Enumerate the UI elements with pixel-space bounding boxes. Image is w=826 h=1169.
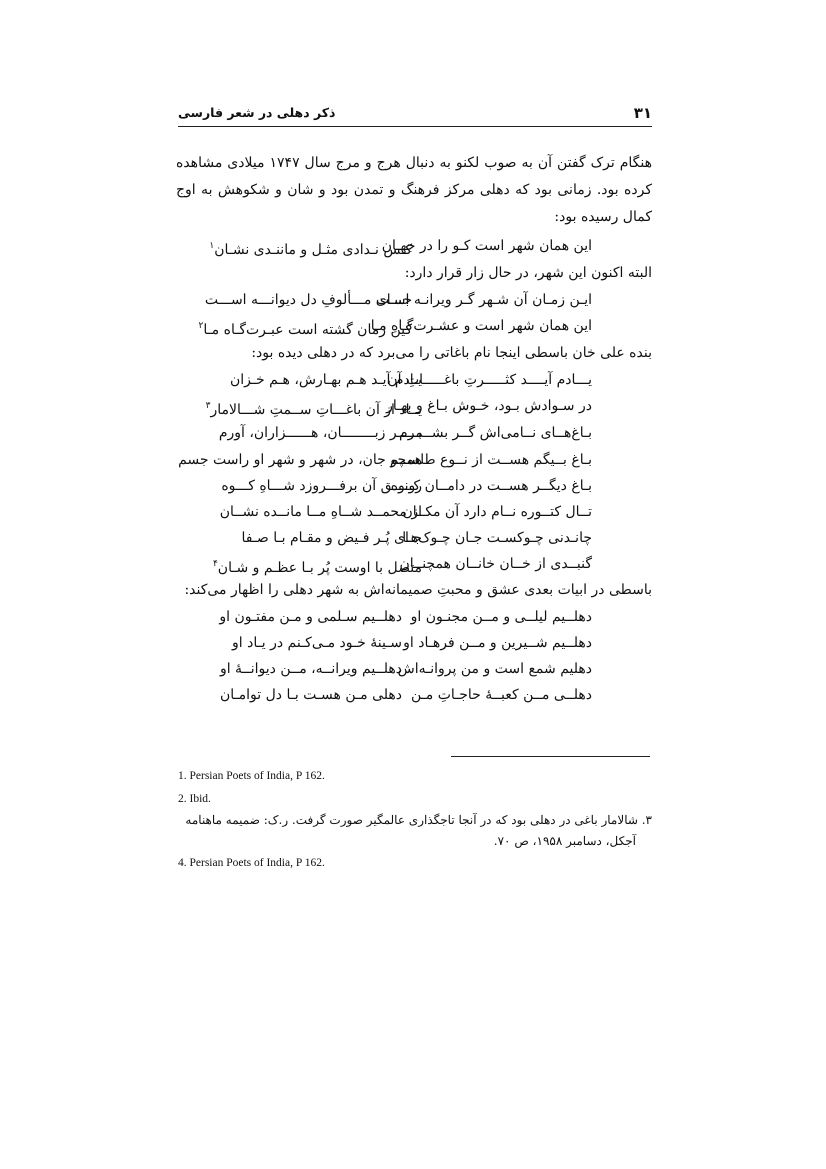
hemistich-left: یــاد از آن باغـــاتِ ســمتِ شـــالامار$^۳$ (205, 401, 422, 418)
verse-couplet (176, 551, 652, 577)
footnote-marker: ۳ (205, 401, 211, 411)
hemistich-left: همچو جان، در شهر و شهر او راست جسم (178, 452, 422, 468)
hemistich-right: دهلــیم لیلــی و مــن مجنـون او (410, 609, 592, 625)
verse-couplet (176, 656, 652, 682)
hemistich-left: دهلی مـن هسـت بـا دل توامـان (220, 687, 402, 703)
paragraph-2: البته اکنون این شهر، در حال زار قرار دارد: (404, 265, 652, 281)
hemistich-right: بـاغ بــیگم هســت از نــوع طلســم (389, 452, 592, 468)
footnote-1: 1. Persian Poets of India, P 162. (178, 770, 325, 782)
hemistich-left: از محمــد شــاهِ مــا مانــده نشــان (219, 504, 422, 520)
footnote-3-line-2: آجکل، دسامبر ۱۹۵۸، ص ۷۰. (493, 834, 636, 848)
footnote-marker: ۴ (212, 559, 218, 569)
hemistich-left: بـــــر زبــــــــان، هــــــزاران، آورم (218, 425, 422, 441)
verse-couplet (176, 420, 652, 446)
verse-couplet (176, 604, 652, 630)
verse-couplet (176, 233, 652, 259)
hemistich-left: رونـــق آن برفـــروزد شـــاهِ کـــوه (221, 478, 422, 494)
verse-couplet (176, 525, 652, 551)
running-title: ذکر دهلی در شعر فارسی (178, 105, 336, 120)
hemistich-right: گنبــدی از خــان خانــان همچنــان (399, 556, 592, 572)
hemistich-right: چانـدنی چـوکسـت جـان چـوک‌هـا (402, 530, 592, 546)
hemistich-left: دهلــیم سـلمی و مـن مفتـون او (219, 609, 402, 625)
hemistich-right: دهلــی مــن کعبــۀ حاجـاتِ مـن (410, 687, 592, 703)
verse-couplet (176, 393, 652, 419)
footnote-3-line-1: ۳. شالامار باغی در دهلی بود که در آنجا تاجگذاری عالمگیر صورت گرفت. ر.ک: ضمیمه ماهنامه (185, 813, 652, 827)
footnote-marker: ۱ (209, 241, 215, 251)
hemistich-left: دهلــیم ویرانــه، مــن دیوانــۀ او (219, 661, 402, 677)
hemistich-right: در سـوادش بـود، خـوش بـاغ و بهـار (386, 398, 592, 414)
hemistich-left: متصل با اوست پُر بـا عظـم و شـان$^۴$ (212, 559, 422, 576)
hemistich-right: این همان شهر است و عشـرت‌گـاهِ مـا (370, 318, 592, 334)
header-rule (178, 126, 652, 127)
running-header (178, 100, 652, 124)
paragraph-3: بنده علی خان باسطی اینجا نام باغاتی را می‌برد که در دهلی دیده بود: (251, 345, 652, 361)
intro-line-2: کرده بود. زمانی بود که دهلی مرکز فرهنگ و تمدن بود و شان و شکوهش به اوج (176, 182, 652, 198)
hemistich-right: دهلیم شمع است و من پروانـه‌اش (397, 661, 592, 677)
verse-couplet (176, 313, 652, 339)
verse-couplet (176, 682, 652, 708)
verse-couplet (176, 499, 652, 525)
hemistich-right: تــال کتــوره نــام دارد آن مکــان (402, 504, 592, 520)
footnote-2: 2. Ibid. (178, 793, 211, 805)
hemistich-right: بـاغ دیگــر هســت در دامــان کــوه (390, 478, 592, 494)
hemistich-left: سـینۀ خـود مـی‌کـنم در یـاد او (232, 635, 402, 651)
footnote-rule (451, 756, 650, 757)
footnote-marker: ۲ (198, 321, 204, 331)
paragraph-4: باسطی در ابیات بعدی عشق و محبتِ صمیمانه‌اش به شهر دهلی را اظهار می‌کند: (184, 582, 652, 598)
hemistich-right: بـاغ‌هــای نــامی‌اش گــر بشــمرم (399, 425, 592, 441)
hemistich-left: جـــای مـــألوفِ دل دیوانـــه اســـت (204, 292, 412, 308)
verse-couplet (176, 630, 652, 656)
hemistich-left: یـادم آیـد هـم بهـارش، هـم خـزان (230, 372, 422, 388)
verse-couplet (176, 287, 652, 313)
hemistich-right: این همان شهر است کـو را در جهـان (381, 238, 592, 254)
verse-couplet (176, 447, 652, 473)
hemistich-left: جـای پُـر فـیض و مقـام بـا صـفا (241, 530, 422, 546)
hemistich-right: دهلــیم شــیرین و مــن فرهـاد او (403, 635, 592, 651)
hemistich-right: ایـن زمـان آن شـهر گـر ویرانـه اسـت (375, 292, 592, 308)
intro-line-1: هنگام ترک گفتن آن به صوب لکنو به دنبال هرج و مرج سال ۱۷۴۷ میلادی مشاهده (176, 155, 652, 171)
page-number: ۳۱ (633, 104, 652, 122)
hemistich-left: کین زمان گشته است عبـرت‌گـاه مـا$^۲$ (198, 321, 412, 338)
verse-couplet (176, 473, 652, 499)
footnote-4: 4. Persian Poets of India, P 162. (178, 857, 325, 869)
verse-couplet (176, 367, 652, 393)
hemistich-right: یـــادم آیــــد کثـــــرتِ باغـــــاتِ آن (387, 372, 592, 388)
hemistich-left: کـس نـدادی مثـل و ماننـدی نشـان$^۱$ (209, 241, 412, 258)
intro-line-3: کمال رسیده بود: (554, 209, 652, 225)
